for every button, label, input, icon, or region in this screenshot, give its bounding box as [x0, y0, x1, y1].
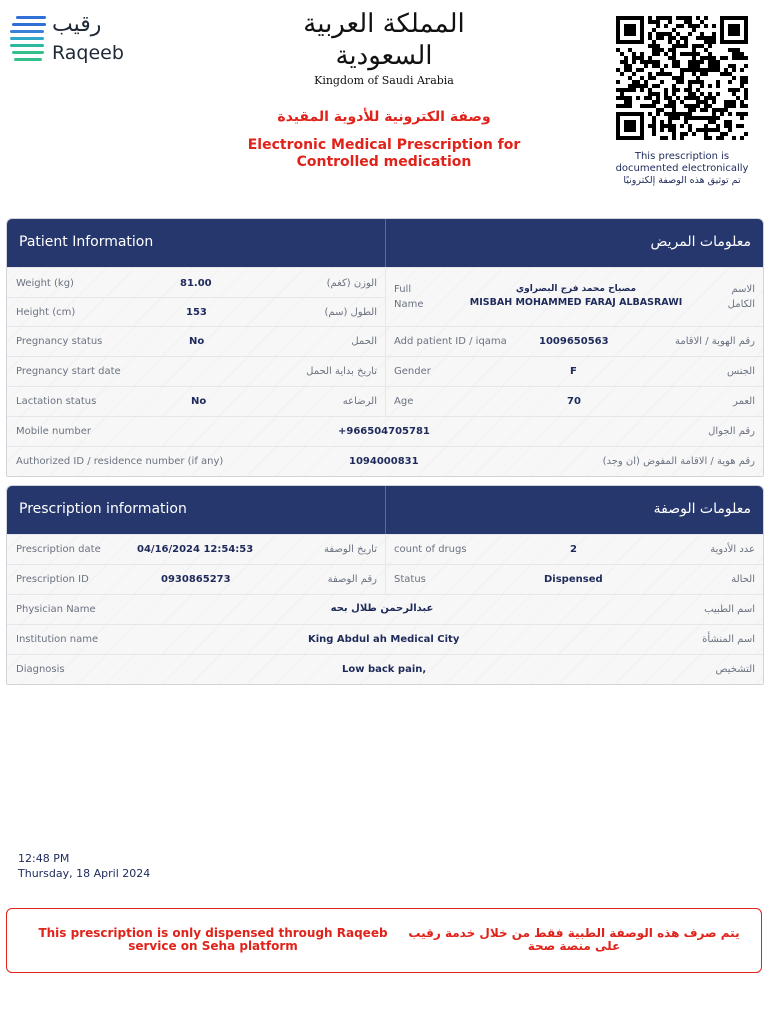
prescription-id-label-arabic: رقم الوصفة [327, 574, 377, 585]
age-value: 70 [567, 396, 581, 407]
prescription-row-date-count [7, 534, 763, 564]
patient-row-pregnancy-start-gender [7, 356, 763, 386]
status-value: Dispensed [544, 574, 603, 585]
full-name-label-arabic-1: الاسم [731, 284, 755, 295]
lactation-status-value: No [191, 396, 207, 407]
weight-label-arabic: (الوزن (كغم [326, 278, 377, 289]
weight-label: Weight (kg) [16, 278, 74, 289]
patient-row-mobile [7, 416, 763, 446]
patient-id-label-arabic: رقم الهوية / الاقامة [675, 336, 755, 347]
patient-section-header [7, 219, 763, 267]
height-value: 153 [186, 307, 207, 318]
qr-note-english: This prescription is documented electronically [615, 151, 749, 174]
mobile-number-label: Mobile number [16, 426, 92, 437]
raqeeb-logo [8, 12, 138, 68]
qr-note [606, 151, 758, 187]
drug-count-label-arabic: عدد الأدوية [710, 544, 755, 555]
diagnosis-label: Diagnosis [16, 664, 65, 675]
pregnancy-status-label-arabic: الحمل [351, 336, 377, 347]
height-label: Height (cm) [16, 307, 76, 318]
gender-label: Gender [394, 366, 431, 377]
drug-count-label: count of drugs [394, 544, 467, 555]
prescription-information-section [6, 485, 764, 685]
status-label-arabic: الحالة [731, 574, 755, 585]
page-title-english: Electronic Medical Prescription for Controlled medication [247, 137, 521, 170]
prescription-date-value: 04/16/2024 12:54:53 [137, 544, 254, 555]
drug-count-value: 2 [570, 544, 577, 555]
patient-row-authorized-id [7, 446, 763, 476]
gender-value: F [570, 366, 577, 377]
institution-name-label-arabic: اسم المنشأة [702, 634, 755, 645]
kingdom-arabic-calligraphy: المملكة العربية السعودية [303, 9, 465, 71]
lactation-status-label-arabic: الرضاعه [342, 396, 377, 407]
diagnosis-value: Low back pain, [342, 664, 427, 675]
patient-header-arabic: معلومات المريض [650, 234, 751, 250]
print-time: 12:48 PM [18, 852, 70, 865]
prescription-date-label-arabic: تاريخ الوصفة [324, 544, 377, 555]
dispense-notice-box [6, 908, 762, 973]
prescription-row-physician [7, 594, 763, 624]
authorized-id-value: 1094000831 [349, 456, 419, 467]
patient-row-pregnancy-id [7, 326, 763, 356]
pregnancy-status-value: No [189, 336, 205, 347]
prescription-id-value: 0930865273 [161, 574, 231, 585]
patient-information-section [6, 218, 764, 477]
print-date: Thursday, 18 April 2024 [18, 867, 151, 880]
lactation-status-label: Lactation status [16, 396, 97, 407]
prescription-header-arabic: معلومات الوصفة [653, 501, 751, 517]
institution-name-value: King Abdul ah Medical City [308, 634, 460, 645]
prescription-section-header [7, 486, 763, 534]
full-name-english-value: MISBAH MOHAMMED FARAJ ALBASRAWI [469, 297, 683, 308]
prescription-row-diagnosis [7, 654, 763, 684]
pregnancy-status-label: Pregnancy status [16, 336, 103, 347]
full-name-label-1: Full [394, 284, 412, 295]
logo-arabic-text: رقيب [52, 12, 102, 37]
page-title-arabic: وصفة الكترونية للأدوية المقيدة [277, 109, 491, 125]
prescription-row-institution [7, 624, 763, 654]
status-label: Status [394, 574, 426, 585]
authorized-id-label-arabic: (رقم هوية / الاقامة المفوض (ان وجد [602, 456, 755, 467]
full-name-arabic-value: مصباح محمد فرج البصراوي [515, 284, 637, 294]
mobile-number-label-arabic: رقم الجوال [708, 426, 755, 437]
kingdom-english-label: Kingdom of Saudi Arabia [314, 74, 454, 87]
logo-english-text: Raqeeb [52, 42, 124, 64]
mobile-number-value: +966504705781 [338, 426, 430, 437]
raqeeb-logo-icon [10, 14, 46, 66]
physician-name-label-arabic: اسم الطبيب [704, 604, 755, 615]
prescription-id-label: Prescription ID [16, 574, 89, 585]
prescription-row-id-status [7, 564, 763, 594]
physician-name-label: Physician Name [16, 604, 96, 615]
pregnancy-start-label-arabic: تاريخ بداية الحمل [306, 366, 377, 377]
full-name-label-2: Name [394, 299, 424, 310]
prescription-date-label: Prescription date [16, 544, 101, 555]
print-timestamp [18, 851, 150, 881]
authorized-id-label: Authorized ID / residence number (if any) [16, 456, 224, 467]
physician-name-value: عبدالرحمن طلال بحه [330, 603, 434, 614]
dispense-notice-english: This prescription is only dispensed through Raqeeb service on Seha platform [38, 926, 388, 953]
full-name-label-arabic-2: الكامل [727, 299, 755, 310]
prescription-header-english: Prescription information [19, 501, 187, 517]
age-label-arabic: العمر [733, 396, 755, 407]
qr-note-arabic: تم توثيق هذه الوصفة إلكترونيًا [623, 175, 741, 186]
patient-header-english: Patient Information [19, 234, 154, 250]
diagnosis-label-arabic: التشخيص [715, 664, 755, 675]
gender-label-arabic: الجنس [726, 366, 755, 377]
patient-row-lactation-age [7, 386, 763, 416]
patient-id-value: 1009650563 [539, 336, 609, 347]
weight-value: 81.00 [180, 278, 212, 289]
institution-name-label: Institution name [16, 634, 99, 645]
patient-row-weight-height-name [7, 267, 763, 326]
dispense-notice-arabic: يتم صرف هذه الوصفة الطبية فقط من خلال خدمة رقيب على منصة صحة [408, 926, 740, 953]
pregnancy-start-label: Pregnancy start date [16, 366, 121, 377]
patient-id-label: Add patient ID / iqama [394, 336, 507, 347]
age-label: Age [394, 396, 414, 407]
height-label-arabic: (الطول (سم [324, 307, 377, 318]
kingdom-emblem [300, 8, 468, 87]
